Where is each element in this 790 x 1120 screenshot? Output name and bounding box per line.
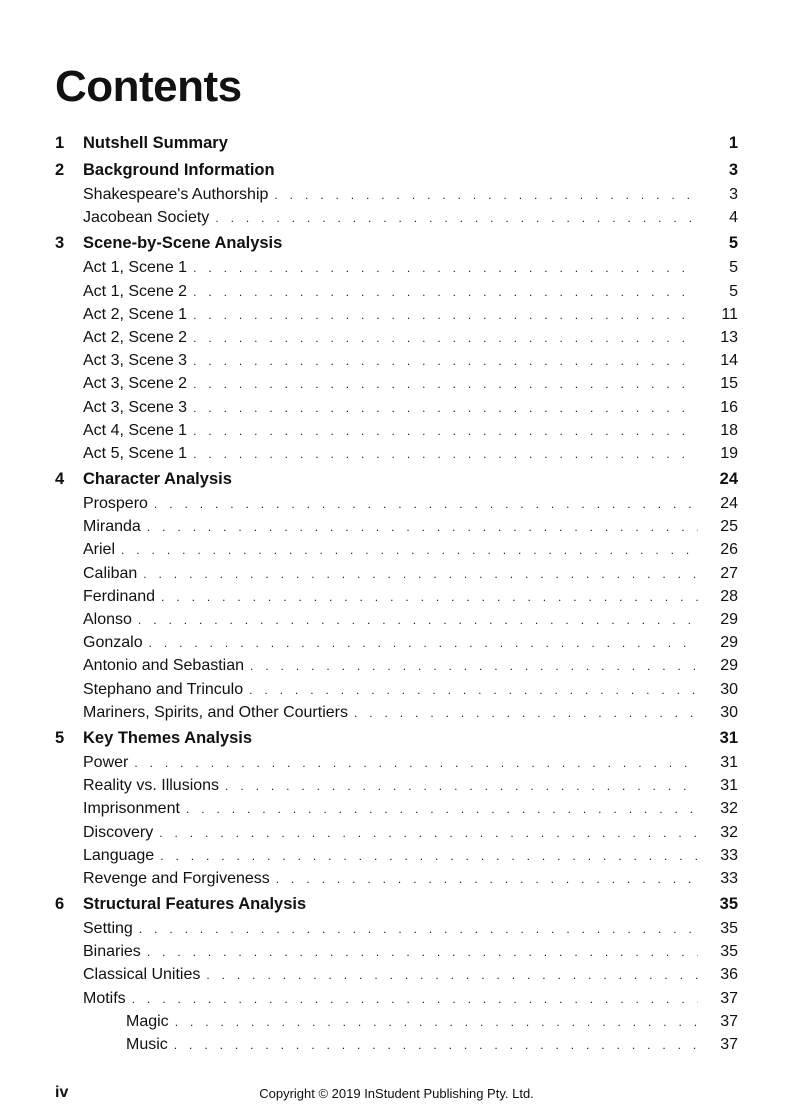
toc-entry[interactable] — [55, 492, 738, 515]
entry-title: Act 3, Scene 2 — [83, 375, 188, 393]
dot-leader — [215, 207, 698, 230]
entry-page: 18 — [720, 421, 738, 439]
dot-leader — [174, 1034, 698, 1057]
entry-title: Imprisonment — [83, 800, 180, 818]
entry-title: Discovery — [83, 823, 154, 841]
toc-chapter[interactable] — [55, 157, 738, 183]
toc-entry[interactable] — [55, 821, 738, 844]
entry-title: Act 1, Scene 2 — [83, 282, 188, 300]
dot-leader — [149, 632, 698, 655]
toc-entry[interactable] — [55, 396, 738, 419]
entry-page: 13 — [720, 328, 738, 346]
entry-title: Jacobean Society — [83, 209, 210, 227]
page-footer — [55, 1084, 738, 1106]
dot-leader — [160, 845, 698, 868]
chapter-title: Key Themes Analysis — [83, 728, 253, 747]
dot-leader — [193, 350, 698, 373]
chapter-page: 24 — [719, 470, 738, 489]
toc-entry[interactable] — [55, 678, 738, 701]
dot-leader — [175, 1011, 698, 1034]
toc-entry[interactable] — [55, 701, 738, 724]
toc-chapter[interactable] — [55, 230, 738, 256]
entry-title: Music — [126, 1036, 168, 1053]
toc-entry[interactable] — [55, 372, 738, 395]
toc-chapter[interactable] — [55, 725, 738, 751]
entry-title: Act 2, Scene 2 — [83, 328, 188, 346]
dot-leader — [138, 609, 698, 632]
dot-leader — [134, 752, 698, 775]
dot-leader — [250, 655, 698, 678]
toc-entry[interactable] — [55, 442, 738, 465]
entry-page: 33 — [720, 846, 738, 864]
dot-leader — [147, 941, 698, 964]
chapter-title: Scene-by-Scene Analysis — [83, 234, 283, 253]
toc-entry[interactable] — [55, 326, 738, 349]
toc-entry[interactable] — [55, 515, 738, 538]
entry-page: 26 — [720, 541, 738, 559]
dot-leader — [225, 775, 698, 798]
dot-leader — [139, 918, 698, 941]
chapter-number: 5 — [55, 728, 65, 747]
entry-page: 3 — [729, 186, 738, 203]
dot-leader — [143, 563, 698, 586]
toc-entry[interactable] — [55, 654, 738, 677]
toc-entry[interactable] — [55, 256, 738, 279]
entry-page: 5 — [729, 259, 738, 277]
dot-leader — [274, 184, 698, 207]
toc-entry[interactable] — [55, 631, 738, 654]
toc-entry[interactable] — [55, 349, 738, 372]
entry-page: 36 — [720, 966, 738, 984]
toc-entry[interactable] — [55, 419, 738, 442]
entry-title: Miranda — [83, 518, 141, 536]
toc-entry[interactable] — [55, 797, 738, 820]
entry-page: 33 — [720, 869, 738, 887]
entry-title: Reality vs. Illusions — [83, 777, 220, 795]
entry-page: 24 — [720, 495, 738, 513]
chapter-page: 3 — [728, 161, 738, 179]
entry-title: Gonzalo — [83, 634, 143, 652]
copyright-notice: Copyright © 2019 InStudent Publishing Pty. Ltd. — [259, 1086, 534, 1101]
chapter-page: 5 — [728, 234, 738, 253]
entry-title: Magic — [126, 1012, 169, 1030]
entry-page: 27 — [720, 564, 738, 582]
toc-entry[interactable] — [55, 183, 738, 206]
entry-page: 32 — [720, 800, 738, 818]
dot-leader — [193, 257, 698, 280]
chapter-number: 6 — [55, 895, 65, 914]
entry-page: 31 — [720, 753, 738, 771]
entry-page: 35 — [720, 943, 738, 961]
dot-leader — [193, 327, 698, 350]
toc-entry[interactable] — [55, 751, 738, 774]
chapter-number: 4 — [55, 470, 65, 489]
entry-title: Alonso — [83, 611, 132, 628]
entry-page: 37 — [720, 1036, 738, 1053]
entry-page: 29 — [720, 634, 738, 652]
entry-page: 35 — [720, 920, 738, 938]
entry-page: 4 — [729, 209, 738, 227]
chapter-page: 35 — [719, 895, 738, 914]
entry-page: 28 — [720, 587, 738, 605]
entry-title: Act 3, Scene 3 — [83, 352, 188, 370]
entry-page: 30 — [720, 703, 738, 721]
toc-entry[interactable] — [55, 280, 738, 303]
chapter-page: 31 — [719, 728, 738, 747]
entry-title: Binaries — [83, 943, 141, 961]
entry-page: 29 — [720, 611, 738, 628]
toc-entry[interactable] — [55, 608, 738, 631]
entry-title: Caliban — [83, 564, 138, 582]
page-number: iv — [55, 1084, 69, 1101]
toc-chapter[interactable] — [55, 466, 738, 492]
toc-entry[interactable] — [55, 917, 738, 940]
entry-page: 30 — [720, 680, 738, 698]
entry-page: 37 — [720, 989, 738, 1007]
toc-entry[interactable] — [55, 562, 738, 585]
entry-title: Ariel — [83, 541, 116, 559]
entry-title: Act 5, Scene 1 — [83, 444, 188, 462]
entry-title: Motifs — [83, 989, 126, 1007]
entry-page: 11 — [721, 305, 738, 323]
dot-leader — [206, 964, 698, 987]
entry-title: Shakespeare's Authorship — [83, 186, 269, 203]
dot-leader — [161, 586, 698, 609]
chapter-title: Background Information — [83, 161, 275, 179]
entry-page: 25 — [720, 518, 738, 536]
entry-title: Act 3, Scene 3 — [83, 398, 188, 416]
chapter-number: 1 — [55, 134, 65, 152]
dot-leader — [147, 516, 698, 539]
entry-page: 14 — [720, 352, 738, 370]
entry-title: Act 1, Scene 1 — [83, 259, 188, 277]
chapter-title: Character Analysis — [83, 470, 232, 489]
chapter-title: Structural Features Analysis — [83, 895, 307, 914]
toc-entry[interactable] — [55, 963, 738, 986]
entry-page: 32 — [720, 823, 738, 841]
entry-page: 16 — [720, 398, 738, 416]
entry-page: 31 — [720, 777, 738, 795]
entry-title: Act 4, Scene 1 — [83, 421, 188, 439]
entry-title: Prospero — [83, 495, 148, 513]
dot-leader — [154, 493, 698, 516]
toc-subentry[interactable] — [55, 1010, 738, 1033]
toc-entry[interactable] — [55, 867, 738, 890]
entry-page: 19 — [720, 444, 738, 462]
entry-title: Language — [83, 846, 155, 864]
toc-chapter[interactable] — [55, 130, 738, 156]
entry-title: Antonio and Sebastian — [83, 657, 245, 675]
toc-subentry[interactable] — [55, 1033, 738, 1056]
dot-leader — [121, 539, 698, 562]
entry-page: 29 — [720, 657, 738, 675]
toc-entry[interactable] — [55, 585, 738, 608]
toc-entry[interactable] — [55, 206, 738, 229]
dot-leader — [193, 420, 698, 443]
toc-entry[interactable] — [55, 940, 738, 963]
dot-leader — [193, 304, 698, 327]
entry-title: Stephano and Trinculo — [83, 680, 244, 698]
entry-title: Setting — [83, 920, 133, 938]
toc-entry[interactable] — [55, 303, 738, 326]
dot-leader — [193, 397, 698, 420]
dot-leader — [159, 822, 698, 845]
entry-page: 37 — [720, 1012, 738, 1030]
dot-leader — [193, 281, 698, 304]
entry-page: 15 — [720, 375, 738, 393]
entry-title: Act 2, Scene 1 — [83, 305, 188, 323]
dot-leader — [186, 798, 698, 821]
entry-title: Ferdinand — [83, 587, 156, 605]
toc-entry[interactable] — [55, 774, 738, 797]
entry-page: 5 — [729, 282, 738, 300]
dot-leader — [193, 443, 698, 466]
entry-title: Revenge and Forgiveness — [83, 869, 270, 887]
chapter-number: 3 — [55, 234, 65, 253]
chapter-title: Nutshell Summary — [83, 134, 228, 152]
dot-leader — [193, 373, 698, 396]
entry-title: Mariners, Spirits, and Other Courtiers — [83, 703, 348, 721]
table-of-contents — [55, 130, 738, 1056]
toc-entry[interactable] — [55, 987, 738, 1010]
entry-title: Power — [83, 753, 129, 771]
chapter-page: 1 — [728, 134, 738, 152]
chapter-number: 2 — [55, 161, 65, 179]
dot-leader — [354, 702, 698, 725]
dot-leader — [132, 988, 698, 1011]
entry-title: Classical Unities — [83, 966, 201, 984]
page-title: Contents — [55, 62, 242, 111]
dot-leader — [249, 679, 698, 702]
dot-leader — [276, 868, 698, 891]
toc-chapter[interactable] — [55, 891, 738, 917]
toc-entry[interactable] — [55, 538, 738, 561]
toc-entry[interactable] — [55, 844, 738, 867]
